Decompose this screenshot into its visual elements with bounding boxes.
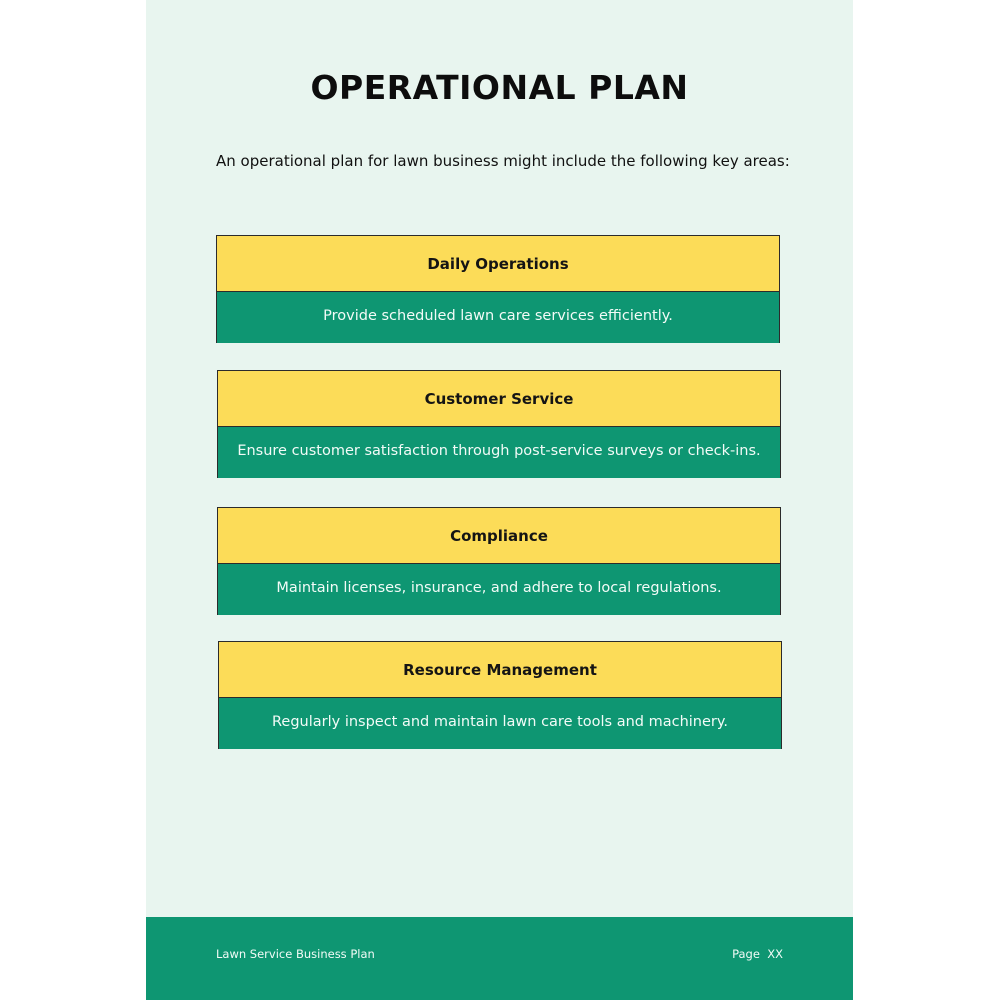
area-card-resource-management xyxy=(218,641,782,749)
area-card-description: Ensure customer satisfaction through post-service surveys or check-ins. xyxy=(218,427,780,478)
area-card-compliance xyxy=(217,507,781,615)
area-card-description: Regularly inspect and maintain lawn care tools and machinery. xyxy=(219,698,781,749)
page-title: OPERATIONAL PLAN xyxy=(310,68,689,107)
area-card-daily-operations xyxy=(216,235,780,343)
page-footer xyxy=(146,917,853,1000)
area-card-heading: Compliance xyxy=(218,508,780,564)
footer-page-number: Page XX xyxy=(732,947,783,961)
area-card-heading: Daily Operations xyxy=(217,236,779,292)
area-card-customer-service xyxy=(217,370,781,478)
area-card-description: Maintain licenses, insurance, and adhere to local regulations. xyxy=(218,564,780,615)
document-page xyxy=(146,0,853,1000)
area-card-heading: Resource Management xyxy=(219,642,781,698)
intro-text: An operational plan for lawn business might include the following key areas: xyxy=(216,152,790,170)
footer-document-name: Lawn Service Business Plan xyxy=(216,947,375,961)
area-card-heading: Customer Service xyxy=(218,371,780,427)
area-card-description: Provide scheduled lawn care services efficiently. xyxy=(217,292,779,343)
